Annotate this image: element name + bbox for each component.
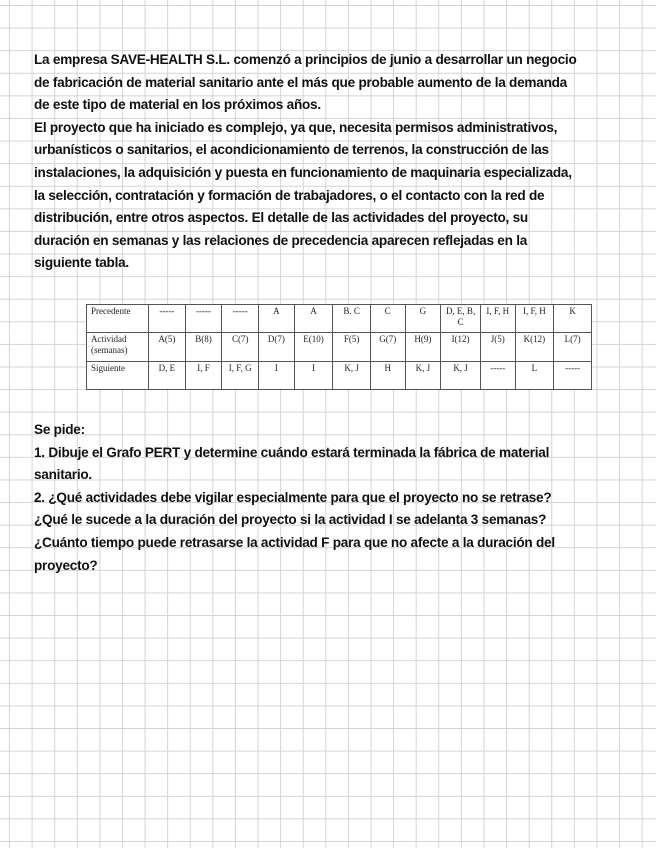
table-cell: B. C (333, 305, 371, 333)
statement-line: de este tipo de material en los próximos años. (34, 97, 321, 113)
table-cell: G(7) (370, 333, 405, 362)
statement-line: de fabricación de material sanitario ante el más que probable aumento de la demanda (34, 74, 567, 90)
table-cell: I, F, H (515, 305, 554, 333)
table-cell: K, J (441, 362, 481, 390)
statement-line: duración en semanas y las relaciones de precedencia aparecen reflejadas en la (34, 232, 528, 248)
table-cell: C(7) (222, 333, 259, 362)
table-cell: ----- (222, 305, 259, 333)
table-cell: I (294, 362, 333, 390)
table-cell: I, F, H (480, 305, 515, 333)
task-line: ¿Qué le sucede a la duración del proyecto si la actividad I se adelanta 3 semanas? (34, 512, 547, 528)
row-header: Siguiente (87, 362, 149, 390)
table-cell: I(12) (441, 333, 481, 362)
statement-line: distribución, entre otros aspectos. El detalle de las actividades del proyecto, su (34, 210, 528, 226)
statement-line: urbanísticos o sanitarios, el acondicionamiento de terrenos, la construcción de las (34, 142, 549, 158)
table-cell: J(5) (480, 333, 515, 362)
table-cell: C (370, 305, 405, 333)
problem-statement (34, 49, 634, 275)
table-cell: L(7) (554, 333, 592, 362)
table-cell: I (259, 362, 295, 390)
table-cell: I, F (185, 362, 222, 390)
table-cell: F(5) (333, 333, 371, 362)
table-cell: D, E (149, 362, 186, 390)
table-cell: H (370, 362, 405, 390)
table-cell: K(12) (515, 333, 554, 362)
table-row (87, 333, 592, 362)
table-cell: H(9) (405, 333, 441, 362)
table-row (87, 362, 592, 390)
table-cell: ----- (480, 362, 515, 390)
table-cell: I, F, G (222, 362, 259, 390)
table-cell: A(5) (149, 333, 186, 362)
table-cell: ----- (149, 305, 186, 333)
table-cell: A (294, 305, 333, 333)
task-line: ¿Cuánto tiempo puede retrasarse la actividad F para que no afecte a la duración del (34, 534, 555, 550)
statement-line: El proyecto que ha iniciado es complejo, ya que, necesita permisos administrativos, (34, 119, 558, 135)
statement-line: La empresa SAVE-HEALTH S.L. comenzó a principios de junio a desarrollar un negocio (34, 52, 577, 67)
table-cell: K, J (405, 362, 441, 390)
table-cell: K, J (333, 362, 371, 390)
statement-line: la selección, contratación y formación de trabajadores, o el contacto con la red de (34, 187, 545, 203)
table-cell: ----- (185, 305, 222, 333)
statement-line: siguiente tabla. (34, 255, 129, 271)
row-header: Precedente (87, 305, 149, 333)
table-cell: E(10) (294, 333, 333, 362)
table-cell: K (554, 305, 592, 333)
row-header: Actividad (semanas) (87, 333, 149, 362)
table-cell: B(8) (185, 333, 222, 362)
task-line: 2. ¿Qué actividades debe vigilar especialmente para que el proyecto no se retrase? (34, 489, 552, 505)
statement-line: instalaciones, la adquisición y puesta en funcionamiento de maquinaria especializada, (34, 164, 572, 180)
task-line: 1. Dibuje el Grafo PERT y determine cuándo estará terminada la fábrica de material (34, 444, 550, 460)
task-line: proyecto? (34, 557, 98, 573)
precedence-table (86, 304, 592, 390)
table-cell: L (515, 362, 554, 390)
table-cell: D(7) (259, 333, 295, 362)
task-line: sanitario. (34, 467, 92, 483)
table-cell: D, E, B, C (441, 305, 481, 333)
table-row (87, 305, 592, 333)
task-list (34, 419, 634, 577)
table-cell: G (405, 305, 441, 333)
task-heading: Se pide: (34, 422, 85, 437)
table-cell: A (259, 305, 295, 333)
table-cell: ----- (554, 362, 592, 390)
